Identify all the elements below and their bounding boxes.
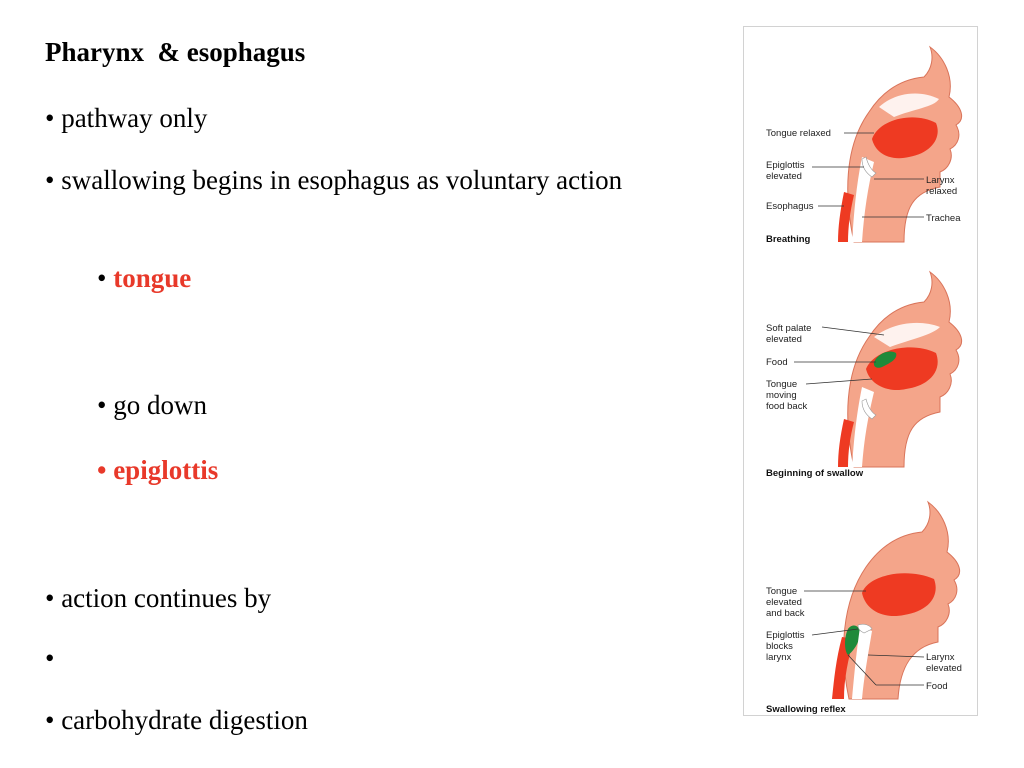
bullet-tongue-word: tongue xyxy=(113,263,192,293)
label-and-back: and back xyxy=(766,608,805,619)
label-soft-palate: Soft palate xyxy=(766,323,812,334)
bullet-go-down: • go down xyxy=(97,390,207,420)
bullet-action-continues: • action continues by xyxy=(45,583,272,613)
swallowing-illustration xyxy=(744,27,979,717)
label-larynx-1: Larynx xyxy=(926,175,955,186)
label-tongue-2: Tongue xyxy=(766,379,798,390)
bullet-carbohydrate: • carbohydrate digestion xyxy=(45,705,308,735)
label-soft-elevated: elevated xyxy=(766,334,802,345)
label-epiglottis-3: Epiglottis xyxy=(766,630,805,641)
label-trachea: Trachea xyxy=(926,213,961,224)
caption-beginning-swallow: Beginning of swallow xyxy=(766,468,864,479)
panel-swallowing-reflex xyxy=(766,502,962,715)
label-food-back: food back xyxy=(766,401,808,412)
label-relaxed: relaxed xyxy=(926,186,958,197)
label-esophagus: Esophagus xyxy=(766,201,814,212)
label-tongue-relaxed: Tongue relaxed xyxy=(766,128,831,139)
caption-breathing: Breathing xyxy=(766,234,811,245)
panel-breathing xyxy=(766,47,962,245)
slide-title: Pharynx & esophagus xyxy=(45,37,306,67)
label-food-3: Food xyxy=(926,681,948,692)
label-larynx-blocked: larynx xyxy=(766,652,792,663)
caption-swallowing-reflex: Swallowing reflex xyxy=(766,704,846,715)
label-blocks: blocks xyxy=(766,641,793,652)
bullet-empty: • xyxy=(45,643,55,673)
label-tongue-elevated: elevated xyxy=(766,597,802,608)
label-tongue-3: Tongue xyxy=(766,586,798,597)
bullet-tongue-marker: • xyxy=(97,263,114,293)
label-moving: moving xyxy=(766,390,797,401)
label-larynx-3: Larynx xyxy=(926,652,955,663)
bullet-swallowing: • swallowing begins in esophagus as voluntary action xyxy=(45,165,623,195)
bullet-epiglottis-word: epiglottis xyxy=(113,455,219,485)
swallowing-figure xyxy=(743,26,978,716)
label-food-2: Food xyxy=(766,357,788,368)
label-epiglottis-1: Epiglottis xyxy=(766,160,805,171)
bullet-epiglottis xyxy=(97,453,218,487)
panel-beginning-swallow xyxy=(766,272,962,479)
label-larynx-elevated: elevated xyxy=(926,663,962,674)
bullet-epiglottis-marker: • xyxy=(97,455,114,485)
label-elevated-1: elevated xyxy=(766,171,802,182)
bullet-tongue xyxy=(97,261,191,295)
bullet-pathway: • pathway only xyxy=(45,103,208,133)
